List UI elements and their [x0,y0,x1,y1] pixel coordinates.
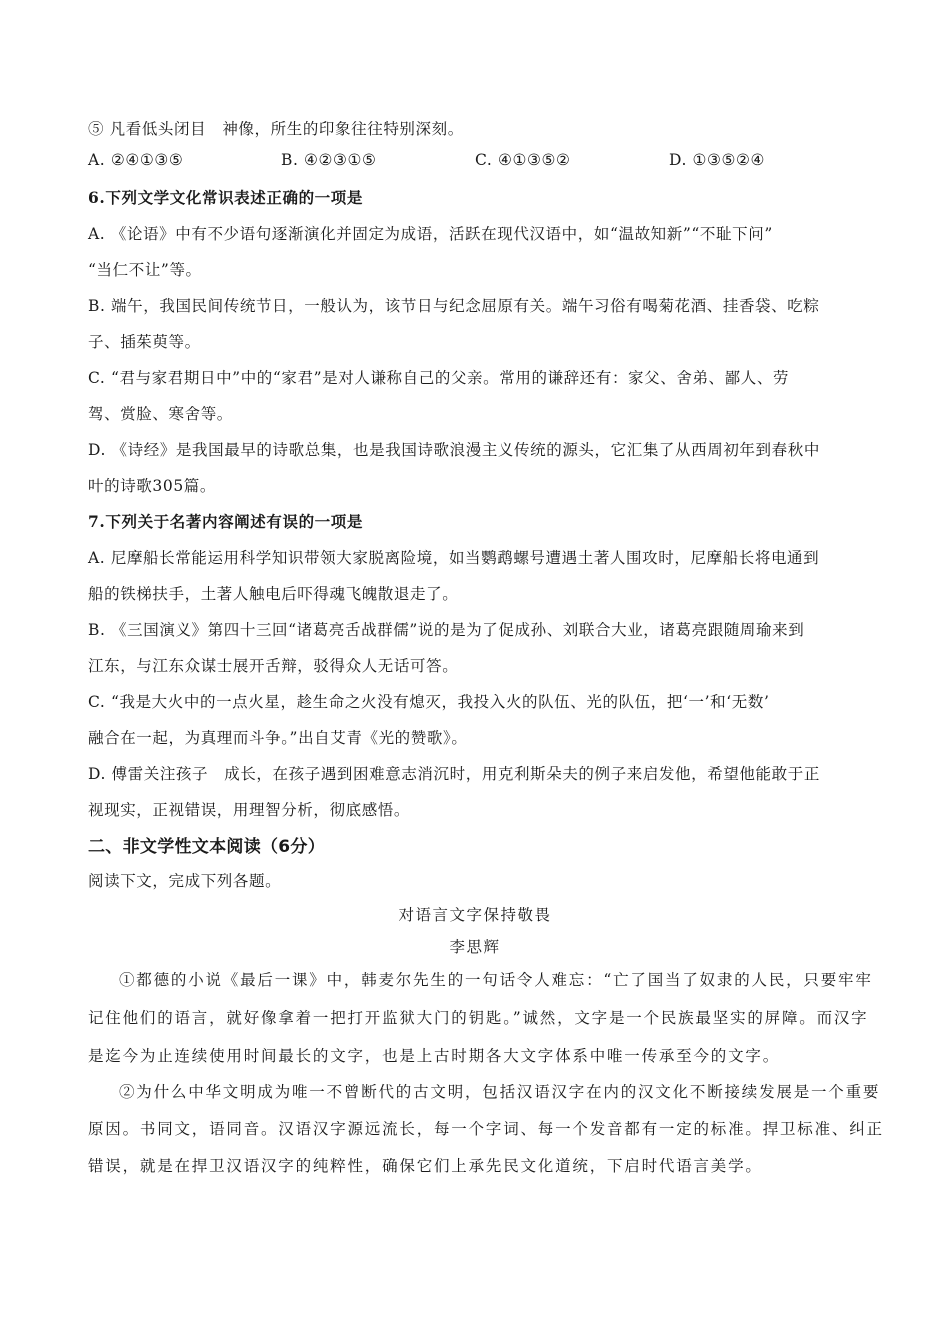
q5-option-c: C. ④①③⑤② [475,151,571,169]
q6-option-c-line2: 驾、赏脸、寒舍等。 [88,405,233,423]
q7-option-d-line1: D. 傅雷关注孩子 成长，在孩子遇到困难意志消沉时，用克利斯朵夫的例子来启发他，希望他能敢于正 [88,765,820,783]
q7-option-a-line1: A. 尼摩船长常能运用科学知识带领大家脱离险境，如当鹦鹉螺号遭遇土著人围攻时，尼摩船长将电通到 [88,549,820,567]
q7-option-a-line2: 船的铁梯扶手，土著人触电后吓得魂飞魄散退走了。 [88,585,459,603]
q6-option-a-line2: “当仁不让”等。 [88,261,202,279]
q5-option-d: D. ①③⑤②④ [669,151,766,169]
section-heading: 二、非文学性文本阅读（6分） [88,837,326,857]
section-instruction: 阅读下文，完成下列各题。 [88,872,282,890]
q7-stem: 7.下列关于名著内容阐述有误的一项是 [88,512,363,531]
q5-line-5: ⑤ 凡看低头闭目 神像，所生的印象往往特别深刻。 [88,120,464,138]
q7-option-b-line2: 江东，与江东众谋士展开舌辩，驳得众人无话可答。 [88,657,459,675]
q6-option-c-line1: C. “君与家君期日中”中的“家君”是对人谦称自己的父亲。常用的谦辞还有：家父、舍弟、鄙人、劳 [88,369,790,387]
article-title: 对语言文字保持敬畏 [398,906,552,924]
article-paragraph-1-line1: ①都德的小说《最后一课》中，韩麦尔先生的一句话令人难忘：“亡了国当了奴隶的人民，只要牢牢 [119,971,873,989]
article-paragraph-2-line3: 错误，就是在捍卫汉语汉字的纯粹性，确保它们上承先民文化道统，下启时代语言美学。 [88,1157,763,1175]
q6-option-b-line1: B. 端午，我国民间传统节日，一般认为，该节日与纪念屈原有关。端午习俗有喝菊花酒、挂香袋、吃粽 [88,297,820,315]
q6-stem: 6.下列文学文化常识表述正确的一项是 [88,188,363,207]
article-paragraph-2-line1: ②为什么中华文明成为唯一不曾断代的古文明，包括汉语汉字在内的汉文化不断接续发展是一个重要 [119,1083,881,1101]
article-paragraph-1-line3: 是迄今为止连续使用时间最长的文字，也是上古时期各大文字体系中唯一传承至今的文字。 [88,1047,781,1065]
q7-option-c-line1: C. “我是大火中的一点火星，趁生命之火没有熄灭，我投入火的队伍、光的队伍，把‘一’和‘无数’ [88,693,770,711]
q5-option-a: A. ②④①③⑤ [88,151,184,169]
q6-option-d-line1: D. 《诗经》是我国最早的诗歌总集，也是我国诗歌浪漫主义传统的源头，它汇集了从西周初年到春秋中 [88,441,820,459]
article-author: 李思辉 [449,938,501,956]
q6-option-b-line2: 子、插茱萸等。 [88,333,201,351]
article-paragraph-2-line2: 原因。书同文，语同音。汉语汉字源远流长，每一个字词、每一个发音都有一定的标准。捍卫标准、纠正 [88,1120,884,1138]
q5-option-b: B. ④②③①⑤ [281,151,377,169]
q7-option-c-line2: 融合在一起，为真理而斗争。”出自艾青《光的赞歌》。 [88,729,468,747]
q6-option-d-line2: 叶的诗歌305篇。 [88,477,216,495]
article-paragraph-1-line2: 记住他们的语言，就好像拿着一把打开监狱大门的钥匙。”诚然，文字是一个民族最坚实的屏障。而汉字 [88,1009,869,1027]
q7-option-b-line1: B. 《三国演义》第四十三回“诸葛亮舌战群儒”说的是为了促成孙、刘联合大业，诸葛亮跟随周瑜来到 [88,621,805,639]
q7-option-d-line2: 视现实，正视错误，用理智分析，彻底感悟。 [88,801,411,819]
q6-option-a-line1: A. 《论语》中有不少语句逐渐演化并固定为成语，活跃在现代汉语中，如“温故知新”“不耻下问” [88,225,773,243]
